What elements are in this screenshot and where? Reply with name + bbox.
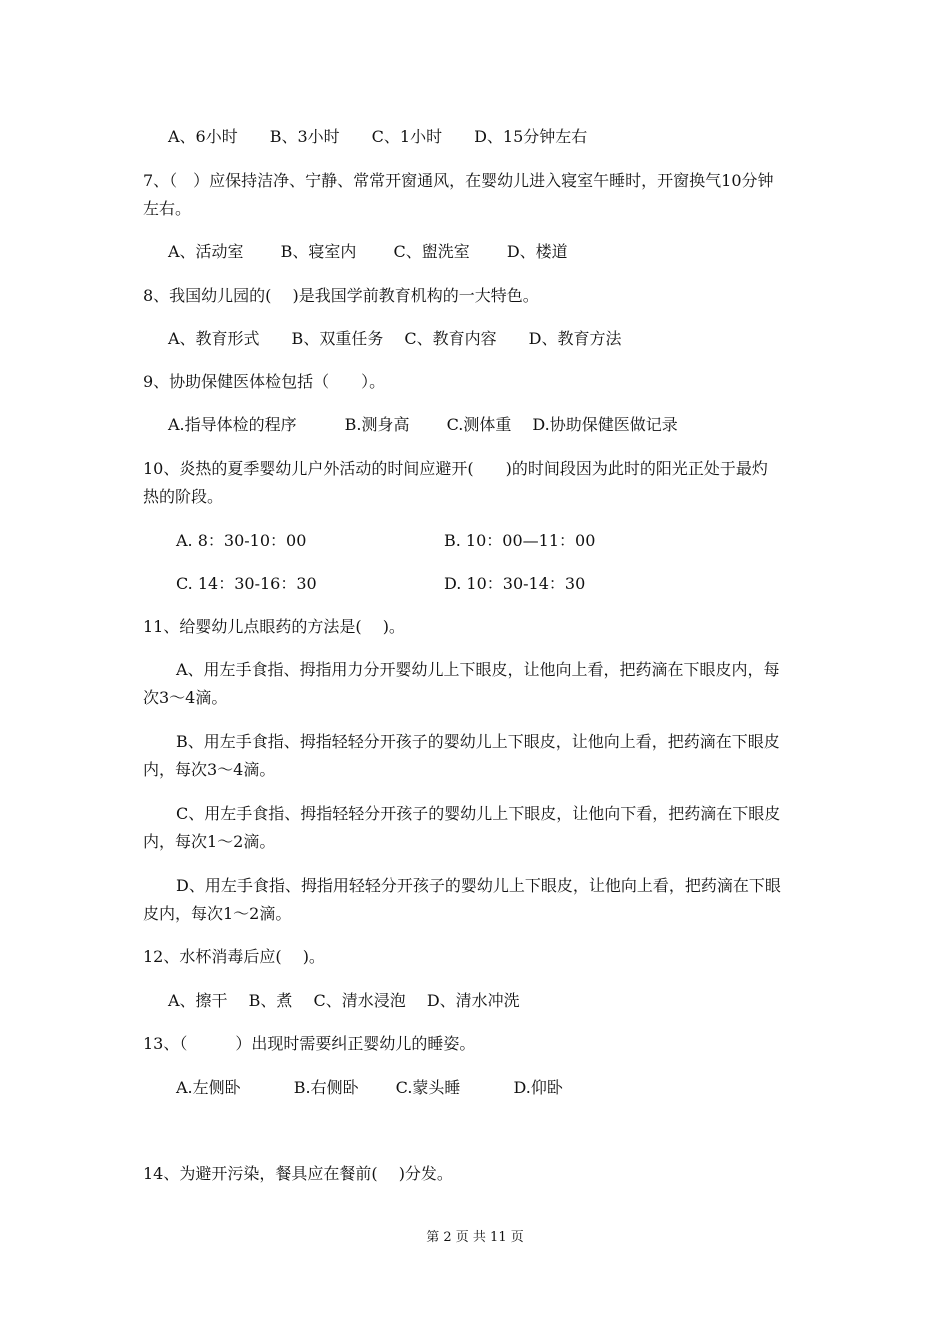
q11-option-b-line1: B、用左手食指、拇指轻轻分开孩子的婴幼儿上下眼皮，让他向上看，把药滴在下眼皮 (176, 732, 780, 751)
q11-option-a-line1: A、用左手食指、拇指用力分开婴幼儿上下眼皮，让他向上看，把药滴在下眼皮内，每 (176, 660, 780, 679)
q11-option-d-line2: 皮内，每次1～2滴。 (143, 904, 292, 923)
q11-text: 11、给婴幼儿点眼药的方法是( )。 (143, 617, 405, 636)
q10-option-a: A. 8：30-10：00 (176, 531, 307, 550)
q10-option-b: B. 10：00—11：00 (444, 531, 596, 550)
q11-option-d-line1: D、用左手食指、拇指用轻轻分开孩子的婴幼儿上下眼皮，让他向上看，把药滴在下眼 (176, 876, 781, 895)
q12-text: 12、水杯消毒后应( )。 (143, 947, 325, 966)
q9-text: 9、协助保健医体检包括（ ）。 (143, 372, 386, 391)
q11-option-c-line2: 内，每次1～2滴。 (143, 832, 276, 851)
q12-options: A、擦干 B、煮 C、清水浸泡 D、清水冲洗 (168, 991, 520, 1010)
q10-option-d: D. 10：30-14：30 (444, 574, 586, 593)
q10-text-line1: 10、炎热的夏季婴幼儿户外活动的时间应避开( )的时间段因为此时的阳光正处于最灼 (143, 459, 768, 478)
q7-text-line1: 7、（ ）应保持洁净、宁静、常常开窗通风，在婴幼儿进入寝室午睡时，开窗换气10分钟 (143, 171, 774, 190)
q13-options: A.左侧卧 B.右侧卧 C.蒙头睡 D.仰卧 (176, 1078, 563, 1097)
q10-text-line2: 热的阶段。 (143, 487, 224, 506)
page-footer: 第 2 页 共 11 页 (426, 1230, 524, 1245)
q14-text: 14、为避开污染，餐具应在餐前( )分发。 (143, 1164, 453, 1183)
q8-text: 8、我国幼儿园的( )是我国学前教育机构的一大特色。 (143, 286, 539, 305)
q7-text-line2: 左右。 (143, 199, 192, 218)
q11-option-c-line1: C、用左手食指、拇指轻轻分开孩子的婴幼儿上下眼皮，让他向下看，把药滴在下眼皮 (176, 804, 781, 823)
q7-options: A、活动室 B、寝室内 C、盥洗室 D、楼道 (168, 242, 568, 261)
q13-text: 13、（ ）出现时需要纠正婴幼儿的睡姿。 (143, 1034, 476, 1053)
q11-option-b-line2: 内，每次3～4滴。 (143, 760, 276, 779)
q11-option-a-line2: 次3～4滴。 (143, 688, 228, 707)
q9-options: A.指导体检的程序 B.测身高 C.测体重 D.协助保健医做记录 (168, 415, 678, 434)
q8-options: A、教育形式 B、双重任务 C、教育内容 D、教育方法 (168, 329, 622, 348)
q6-options: A、6小时 B、3小时 C、1小时 D、15分钟左右 (168, 127, 588, 146)
q10-option-c: C. 14：30-16：30 (176, 574, 317, 593)
